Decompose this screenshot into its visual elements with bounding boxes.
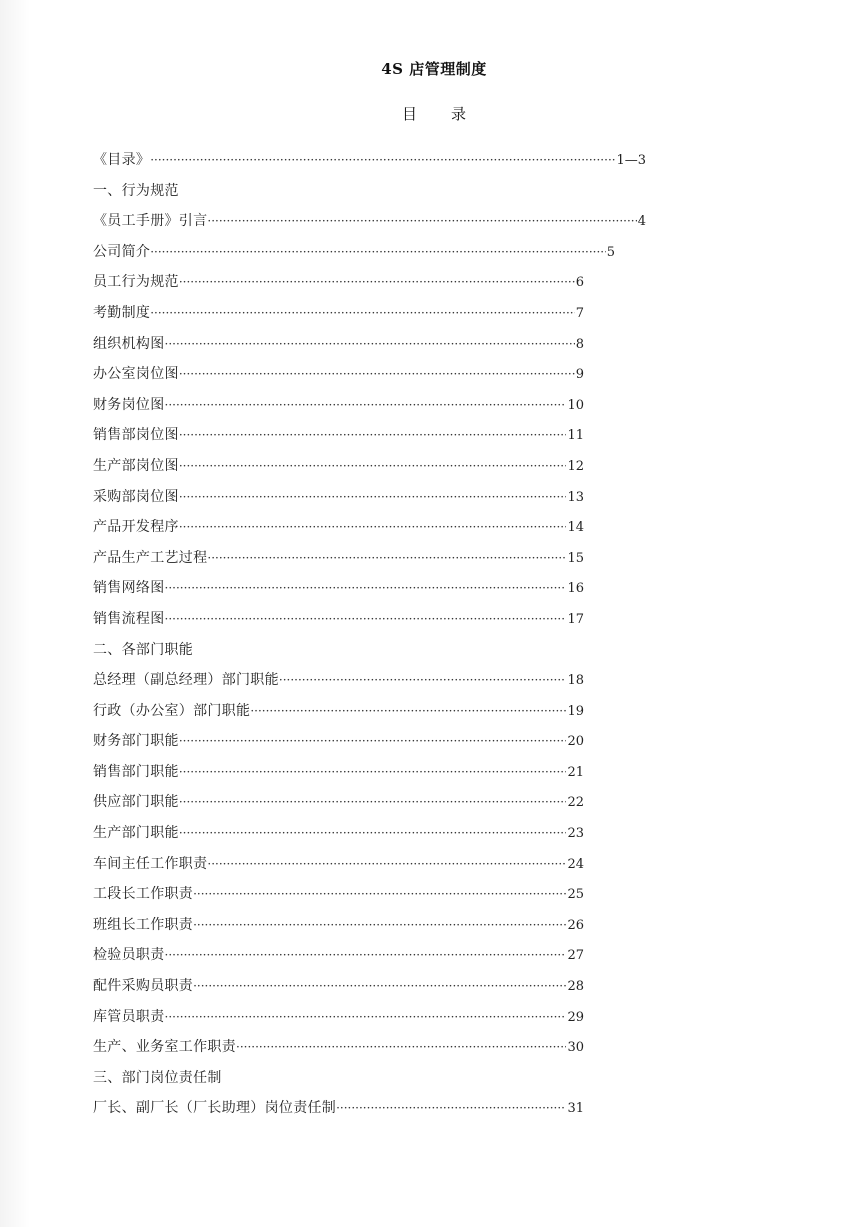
toc-entry-line [93, 1004, 584, 1031]
toc-page-number: 12 [567, 458, 584, 474]
toc-page-number: 22 [567, 795, 584, 811]
toc-entry-label: 总经理（副总经理）部门职能 [93, 672, 279, 689]
toc-entry-line [93, 667, 584, 694]
toc-dot-leader [279, 667, 567, 693]
toc-page-number: 10 [567, 397, 584, 413]
toc-page-number: 19 [567, 703, 584, 719]
toc-entry-label: 办公室岗位图 [93, 366, 179, 383]
toc-entry-line [93, 422, 584, 449]
toc-dot-leader [165, 575, 567, 601]
toc-entry-label: 财务岗位图 [93, 396, 165, 413]
toc-entry[interactable] [93, 759, 653, 790]
toc-entry-line [93, 453, 584, 480]
toc-entry[interactable] [93, 514, 653, 545]
toc-dot-leader [150, 239, 606, 265]
toc-page-number: 17 [567, 611, 584, 627]
toc-dot-leader [193, 912, 566, 938]
toc-entry-line [93, 1034, 584, 1061]
toc-page-number: 21 [567, 764, 584, 780]
toc-entry-label: 厂长、副厂长（厂长助理）岗位责任制 [93, 1100, 337, 1117]
toc-entry-line [93, 789, 584, 816]
toc-entry-line [93, 759, 584, 786]
toc-entry[interactable] [93, 881, 653, 912]
toc-entry-line [93, 698, 584, 725]
toc-section-heading [93, 1065, 653, 1096]
toc-page-number: 16 [567, 581, 584, 597]
toc-dot-leader [179, 728, 567, 754]
toc-dot-leader [165, 606, 567, 632]
toc-page-number: 5 [606, 244, 615, 260]
toc-page-number: 18 [567, 673, 584, 689]
toc-entry-label: 《员工手册》引言 [93, 213, 208, 230]
toc-entry[interactable] [93, 698, 653, 729]
toc-entry-label: 生产部岗位图 [93, 457, 179, 474]
toc-entry-line [93, 1095, 584, 1122]
toc-dot-leader [179, 820, 567, 846]
toc-entry[interactable] [93, 942, 653, 973]
toc-dot-leader [179, 269, 575, 295]
toc-entry[interactable] [93, 667, 653, 698]
toc-entry-line [93, 147, 646, 174]
toc-dot-leader [179, 361, 575, 387]
toc-dot-leader [207, 851, 566, 877]
toc-entry-label: 组织机构图 [93, 335, 165, 352]
toc-entry-line [93, 820, 584, 847]
toc-section-label: 一、行为规范 [93, 182, 179, 199]
toc-entry-line [93, 912, 584, 939]
toc-page-number: 13 [567, 489, 584, 505]
toc-entry-label: 采购部岗位图 [93, 488, 179, 505]
toc-dot-leader [207, 208, 636, 234]
toc-entry-line [93, 728, 584, 755]
toc-dot-leader [150, 300, 575, 326]
toc-entry-label: 检验员职责 [93, 947, 165, 964]
toc-entry-label: 工段长工作职责 [93, 886, 194, 903]
toc-entry[interactable] [93, 392, 653, 423]
toc-section-heading [93, 178, 653, 209]
toc-section-label: 二、各部门职能 [93, 641, 194, 658]
toc-entry-label: 考勤制度 [93, 304, 151, 321]
toc-entry-line [93, 239, 615, 266]
toc-entry[interactable] [93, 300, 653, 331]
toc-entry[interactable] [93, 1004, 653, 1035]
toc-entry-label: 员工行为规范 [93, 274, 179, 291]
toc-entry-line [93, 545, 584, 572]
toc-entry[interactable] [93, 820, 653, 851]
toc-entry-line [93, 851, 584, 878]
toc-entry-line [93, 606, 584, 633]
toc-entry[interactable] [93, 728, 653, 759]
toc-page-number: 27 [567, 948, 584, 964]
toc-entry-label: 销售部岗位图 [93, 427, 179, 444]
toc-dot-leader [179, 759, 567, 785]
toc-entry[interactable] [93, 789, 653, 820]
toc-page-number: 7 [575, 305, 584, 321]
document-title: 4S 店管理制度 [381, 60, 487, 78]
toc-entry-label: 公司简介 [93, 243, 151, 260]
toc-dot-leader [165, 1004, 567, 1030]
toc-dot-leader [336, 1095, 566, 1121]
toc-entry-label: 产品生产工艺过程 [93, 549, 208, 566]
toc-entry[interactable] [93, 1034, 653, 1065]
toc-page-number: 15 [567, 550, 584, 566]
toc-page-number: 8 [575, 336, 584, 352]
toc-entry[interactable] [93, 453, 653, 484]
toc-entry[interactable] [93, 545, 653, 576]
toc-dot-leader [165, 942, 567, 968]
toc-entry[interactable] [93, 208, 653, 239]
toc-page-number: 6 [575, 275, 584, 291]
toc-entry-line [93, 361, 584, 388]
toc-page-number: 28 [567, 979, 584, 995]
toc-entry[interactable] [93, 361, 653, 392]
toc-entry-line [93, 942, 584, 969]
toc-page-number: 26 [567, 917, 584, 933]
toc-dot-leader [150, 147, 615, 173]
toc-entry-line [93, 208, 646, 235]
toc-entry-line [93, 269, 584, 296]
toc-dot-leader [179, 453, 567, 479]
toc-page-number: 30 [567, 1040, 584, 1056]
toc-entry[interactable] [93, 606, 653, 637]
toc-entry[interactable] [93, 973, 653, 1004]
toc-page-number: 24 [567, 856, 584, 872]
toc-dot-leader [236, 1034, 566, 1060]
toc-entry-label: 车间主任工作职责 [93, 855, 208, 872]
toc-page-number: 4 [637, 214, 646, 230]
toc-entry-label: 销售网络图 [93, 580, 165, 597]
toc-list [93, 147, 653, 1126]
toc-entry-label: 财务部门职能 [93, 733, 179, 750]
toc-entry-line [93, 973, 584, 1000]
toc-section-label: 三、部门岗位责任制 [93, 1069, 222, 1086]
toc-entry-label: 供应部门职能 [93, 794, 179, 811]
toc-dot-leader [179, 484, 567, 510]
toc-entry[interactable] [93, 851, 653, 882]
toc-entry[interactable] [93, 331, 653, 362]
toc-dot-leader [165, 331, 575, 357]
toc-page-number: 1—3 [616, 153, 646, 168]
toc-entry-label: 配件采购员职责 [93, 978, 194, 995]
toc-dot-leader [179, 514, 567, 540]
toc-page-number: 20 [567, 734, 584, 750]
toc-page-number: 23 [567, 826, 584, 842]
toc-entry-line [93, 881, 584, 908]
toc-entry[interactable] [93, 422, 653, 453]
toc-entry-label: 《目录》 [93, 152, 151, 168]
toc-page-number: 9 [575, 367, 584, 383]
toc-heading-left: 目 [401, 105, 417, 123]
toc-entry[interactable] [93, 147, 653, 178]
toc-dot-leader [193, 973, 566, 999]
toc-entry-label: 库管员职责 [93, 1008, 165, 1025]
toc-page-number: 11 [567, 428, 584, 444]
toc-entry-line [93, 484, 584, 511]
toc-entry-label: 行政（办公室）部门职能 [93, 702, 251, 719]
toc-entry[interactable] [93, 575, 653, 606]
toc-dot-leader [179, 422, 567, 448]
toc-entry-label: 产品开发程序 [93, 519, 179, 536]
toc-entry-line [93, 514, 584, 541]
toc-dot-leader [207, 545, 566, 571]
toc-entry-line [93, 392, 584, 419]
toc-entry[interactable] [93, 269, 653, 300]
toc-entry-line [93, 331, 584, 358]
page-edge-shadow [0, 0, 30, 1227]
toc-entry[interactable] [93, 239, 653, 270]
toc-page-number: 14 [567, 520, 584, 536]
toc-entry-label: 班组长工作职责 [93, 916, 194, 933]
toc-entry-line [93, 300, 584, 327]
toc-dot-leader [193, 881, 566, 907]
toc-entry[interactable] [93, 912, 653, 943]
toc-heading [0, 103, 868, 124]
toc-heading-right: 录 [451, 105, 467, 123]
toc-dot-leader [179, 789, 567, 815]
toc-entry-label: 生产、业务室工作职责 [93, 1039, 236, 1056]
toc-dot-leader [165, 392, 567, 418]
toc-entry-label: 销售部门职能 [93, 763, 179, 780]
toc-entry-label: 生产部门职能 [93, 825, 179, 842]
toc-section-heading [93, 637, 653, 668]
toc-dot-leader [250, 698, 566, 724]
toc-page-number: 31 [567, 1101, 584, 1117]
toc-page-number: 25 [567, 887, 584, 903]
toc-page-number: 29 [567, 1009, 584, 1025]
toc-entry-line [93, 575, 584, 602]
toc-entry[interactable] [93, 1095, 653, 1126]
toc-entry-label: 销售流程图 [93, 610, 165, 627]
toc-entry[interactable] [93, 484, 653, 515]
